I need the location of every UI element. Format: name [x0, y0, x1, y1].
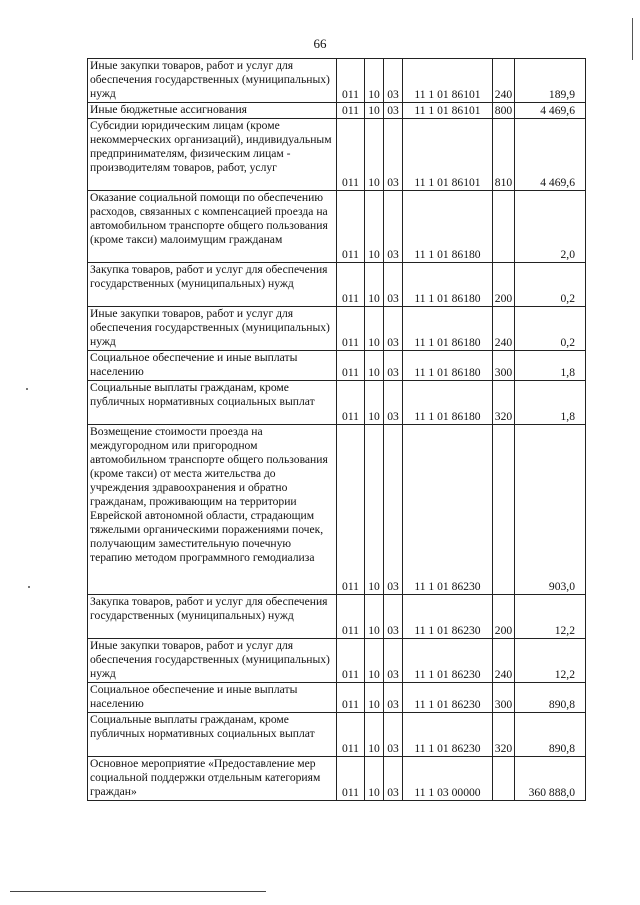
row-section-code: 10 [365, 381, 384, 425]
row-name: Иные закупки товаров, работ и услуг для обеспечения государственных (муниципальных) нужд [88, 639, 337, 683]
table-row [88, 713, 586, 757]
row-expense-type-code: 240 [493, 59, 515, 103]
row-section-code: 10 [365, 351, 384, 381]
budget-table [87, 58, 586, 801]
row-amount: 4 469,6 [515, 103, 586, 119]
table-row [88, 263, 586, 307]
row-target-article-code: 11 1 01 86230 [403, 425, 493, 595]
row-subsection-code: 03 [384, 595, 403, 639]
row-subsection-code: 03 [384, 351, 403, 381]
row-grbs-code: 011 [337, 307, 365, 351]
table-row [88, 425, 586, 595]
row-grbs-code: 011 [337, 683, 365, 713]
row-target-article-code: 11 1 01 86180 [403, 307, 493, 351]
row-amount: 360 888,0 [515, 757, 586, 801]
row-name: Социальное обеспечение и иные выплаты населению [88, 683, 337, 713]
row-name: Иные закупки товаров, работ и услуг для обеспечения государственных (муниципальных) нужд [88, 307, 337, 351]
table-row [88, 191, 586, 263]
row-amount: 890,8 [515, 683, 586, 713]
row-target-article-code: 11 1 01 86230 [403, 713, 493, 757]
row-grbs-code: 011 [337, 103, 365, 119]
row-amount: 1,8 [515, 381, 586, 425]
row-expense-type-code: 240 [493, 639, 515, 683]
footnote-rule [10, 891, 266, 892]
scan-speck [26, 388, 28, 390]
row-grbs-code: 011 [337, 595, 365, 639]
table-row [88, 639, 586, 683]
row-section-code: 10 [365, 595, 384, 639]
row-target-article-code: 11 1 01 86180 [403, 191, 493, 263]
row-name: Возмещение стоимости проезда на междугородном или пригородном автомобильном транспорте общего пользования (кроме такси) от места жительства до учреждения здравоохранения и обратно гражданам, проживающим на территории Еврейской автономной области, страдающим тяжелыми органическими поражениями почек, получающим заместительную почечную терапию методом программного гемодиализа [88, 425, 337, 595]
row-amount: 189,9 [515, 59, 586, 103]
row-section-code: 10 [365, 263, 384, 307]
row-subsection-code: 03 [384, 103, 403, 119]
row-amount: 0,2 [515, 307, 586, 351]
table-row [88, 757, 586, 801]
row-target-article-code: 11 1 01 86230 [403, 639, 493, 683]
row-expense-type-code: 800 [493, 103, 515, 119]
row-section-code: 10 [365, 683, 384, 713]
row-subsection-code: 03 [384, 425, 403, 595]
row-expense-type-code [493, 425, 515, 595]
row-subsection-code: 03 [384, 639, 403, 683]
row-target-article-code: 11 1 01 86101 [403, 103, 493, 119]
row-grbs-code: 011 [337, 119, 365, 191]
row-subsection-code: 03 [384, 757, 403, 801]
row-grbs-code: 011 [337, 381, 365, 425]
row-grbs-code: 011 [337, 263, 365, 307]
row-grbs-code: 011 [337, 59, 365, 103]
row-target-article-code: 11 1 03 00000 [403, 757, 493, 801]
row-grbs-code: 011 [337, 351, 365, 381]
row-expense-type-code: 300 [493, 683, 515, 713]
row-subsection-code: 03 [384, 59, 403, 103]
table-row [88, 351, 586, 381]
row-grbs-code: 011 [337, 757, 365, 801]
row-subsection-code: 03 [384, 263, 403, 307]
table-row [88, 307, 586, 351]
row-name: Иные закупки товаров, работ и услуг для обеспечения государственных (муниципальных) нужд [88, 59, 337, 103]
row-amount: 890,8 [515, 713, 586, 757]
row-name: Социальные выплаты гражданам, кроме публичных нормативных социальных выплат [88, 713, 337, 757]
row-section-code: 10 [365, 757, 384, 801]
row-section-code: 10 [365, 103, 384, 119]
table-row [88, 119, 586, 191]
row-expense-type-code [493, 191, 515, 263]
row-expense-type-code [493, 757, 515, 801]
row-grbs-code: 011 [337, 639, 365, 683]
table-row [88, 103, 586, 119]
row-target-article-code: 11 1 01 86101 [403, 119, 493, 191]
row-expense-type-code: 320 [493, 713, 515, 757]
row-grbs-code: 011 [337, 191, 365, 263]
row-expense-type-code: 810 [493, 119, 515, 191]
row-target-article-code: 11 1 01 86230 [403, 595, 493, 639]
row-expense-type-code: 200 [493, 263, 515, 307]
row-name: Закупка товаров, работ и услуг для обеспечения государственных (муниципальных) нужд [88, 263, 337, 307]
row-amount: 2,0 [515, 191, 586, 263]
row-subsection-code: 03 [384, 119, 403, 191]
row-amount: 0,2 [515, 263, 586, 307]
row-target-article-code: 11 1 01 86180 [403, 381, 493, 425]
row-target-article-code: 11 1 01 86101 [403, 59, 493, 103]
row-name: Основное мероприятие «Предоставление мер социальной поддержки отдельным категориям граждан» [88, 757, 337, 801]
row-amount: 12,2 [515, 595, 586, 639]
row-section-code: 10 [365, 119, 384, 191]
row-name: Социальное обеспечение и иные выплаты населению [88, 351, 337, 381]
table-row [88, 595, 586, 639]
row-subsection-code: 03 [384, 191, 403, 263]
row-amount: 903,0 [515, 425, 586, 595]
row-subsection-code: 03 [384, 683, 403, 713]
row-name: Иные бюджетные ассигнования [88, 103, 337, 119]
table-row [88, 381, 586, 425]
row-section-code: 10 [365, 425, 384, 595]
row-expense-type-code: 300 [493, 351, 515, 381]
row-subsection-code: 03 [384, 381, 403, 425]
table-row [88, 683, 586, 713]
scan-edge-mark [632, 18, 633, 60]
row-name: Оказание социальной помощи по обеспечению расходов, связанных с компенсацией проезда на автомобильном транспорте общего пользования (кроме такси) малоимущим гражданам [88, 191, 337, 263]
row-target-article-code: 11 1 01 86180 [403, 351, 493, 381]
row-name: Закупка товаров, работ и услуг для обеспечения государственных (муниципальных) нужд [88, 595, 337, 639]
row-amount: 1,8 [515, 351, 586, 381]
row-expense-type-code: 200 [493, 595, 515, 639]
row-name: Субсидии юридическим лицам (кроме некоммерческих организаций), индивидуальным предпринимателям, физическим лицам - производителям товаров, работ, услуг [88, 119, 337, 191]
row-expense-type-code: 320 [493, 381, 515, 425]
row-expense-type-code: 240 [493, 307, 515, 351]
row-section-code: 10 [365, 191, 384, 263]
scan-speck [28, 586, 30, 588]
row-section-code: 10 [365, 713, 384, 757]
row-grbs-code: 011 [337, 425, 365, 595]
row-target-article-code: 11 1 01 86230 [403, 683, 493, 713]
row-section-code: 10 [365, 59, 384, 103]
row-amount: 4 469,6 [515, 119, 586, 191]
row-grbs-code: 011 [337, 713, 365, 757]
row-target-article-code: 11 1 01 86180 [403, 263, 493, 307]
row-name: Социальные выплаты гражданам, кроме публичных нормативных социальных выплат [88, 381, 337, 425]
row-section-code: 10 [365, 639, 384, 683]
row-amount: 12,2 [515, 639, 586, 683]
row-subsection-code: 03 [384, 307, 403, 351]
row-section-code: 10 [365, 307, 384, 351]
table-row [88, 59, 586, 103]
budget-table-body [88, 59, 586, 801]
row-subsection-code: 03 [384, 713, 403, 757]
page-number: 66 [313, 36, 327, 51]
